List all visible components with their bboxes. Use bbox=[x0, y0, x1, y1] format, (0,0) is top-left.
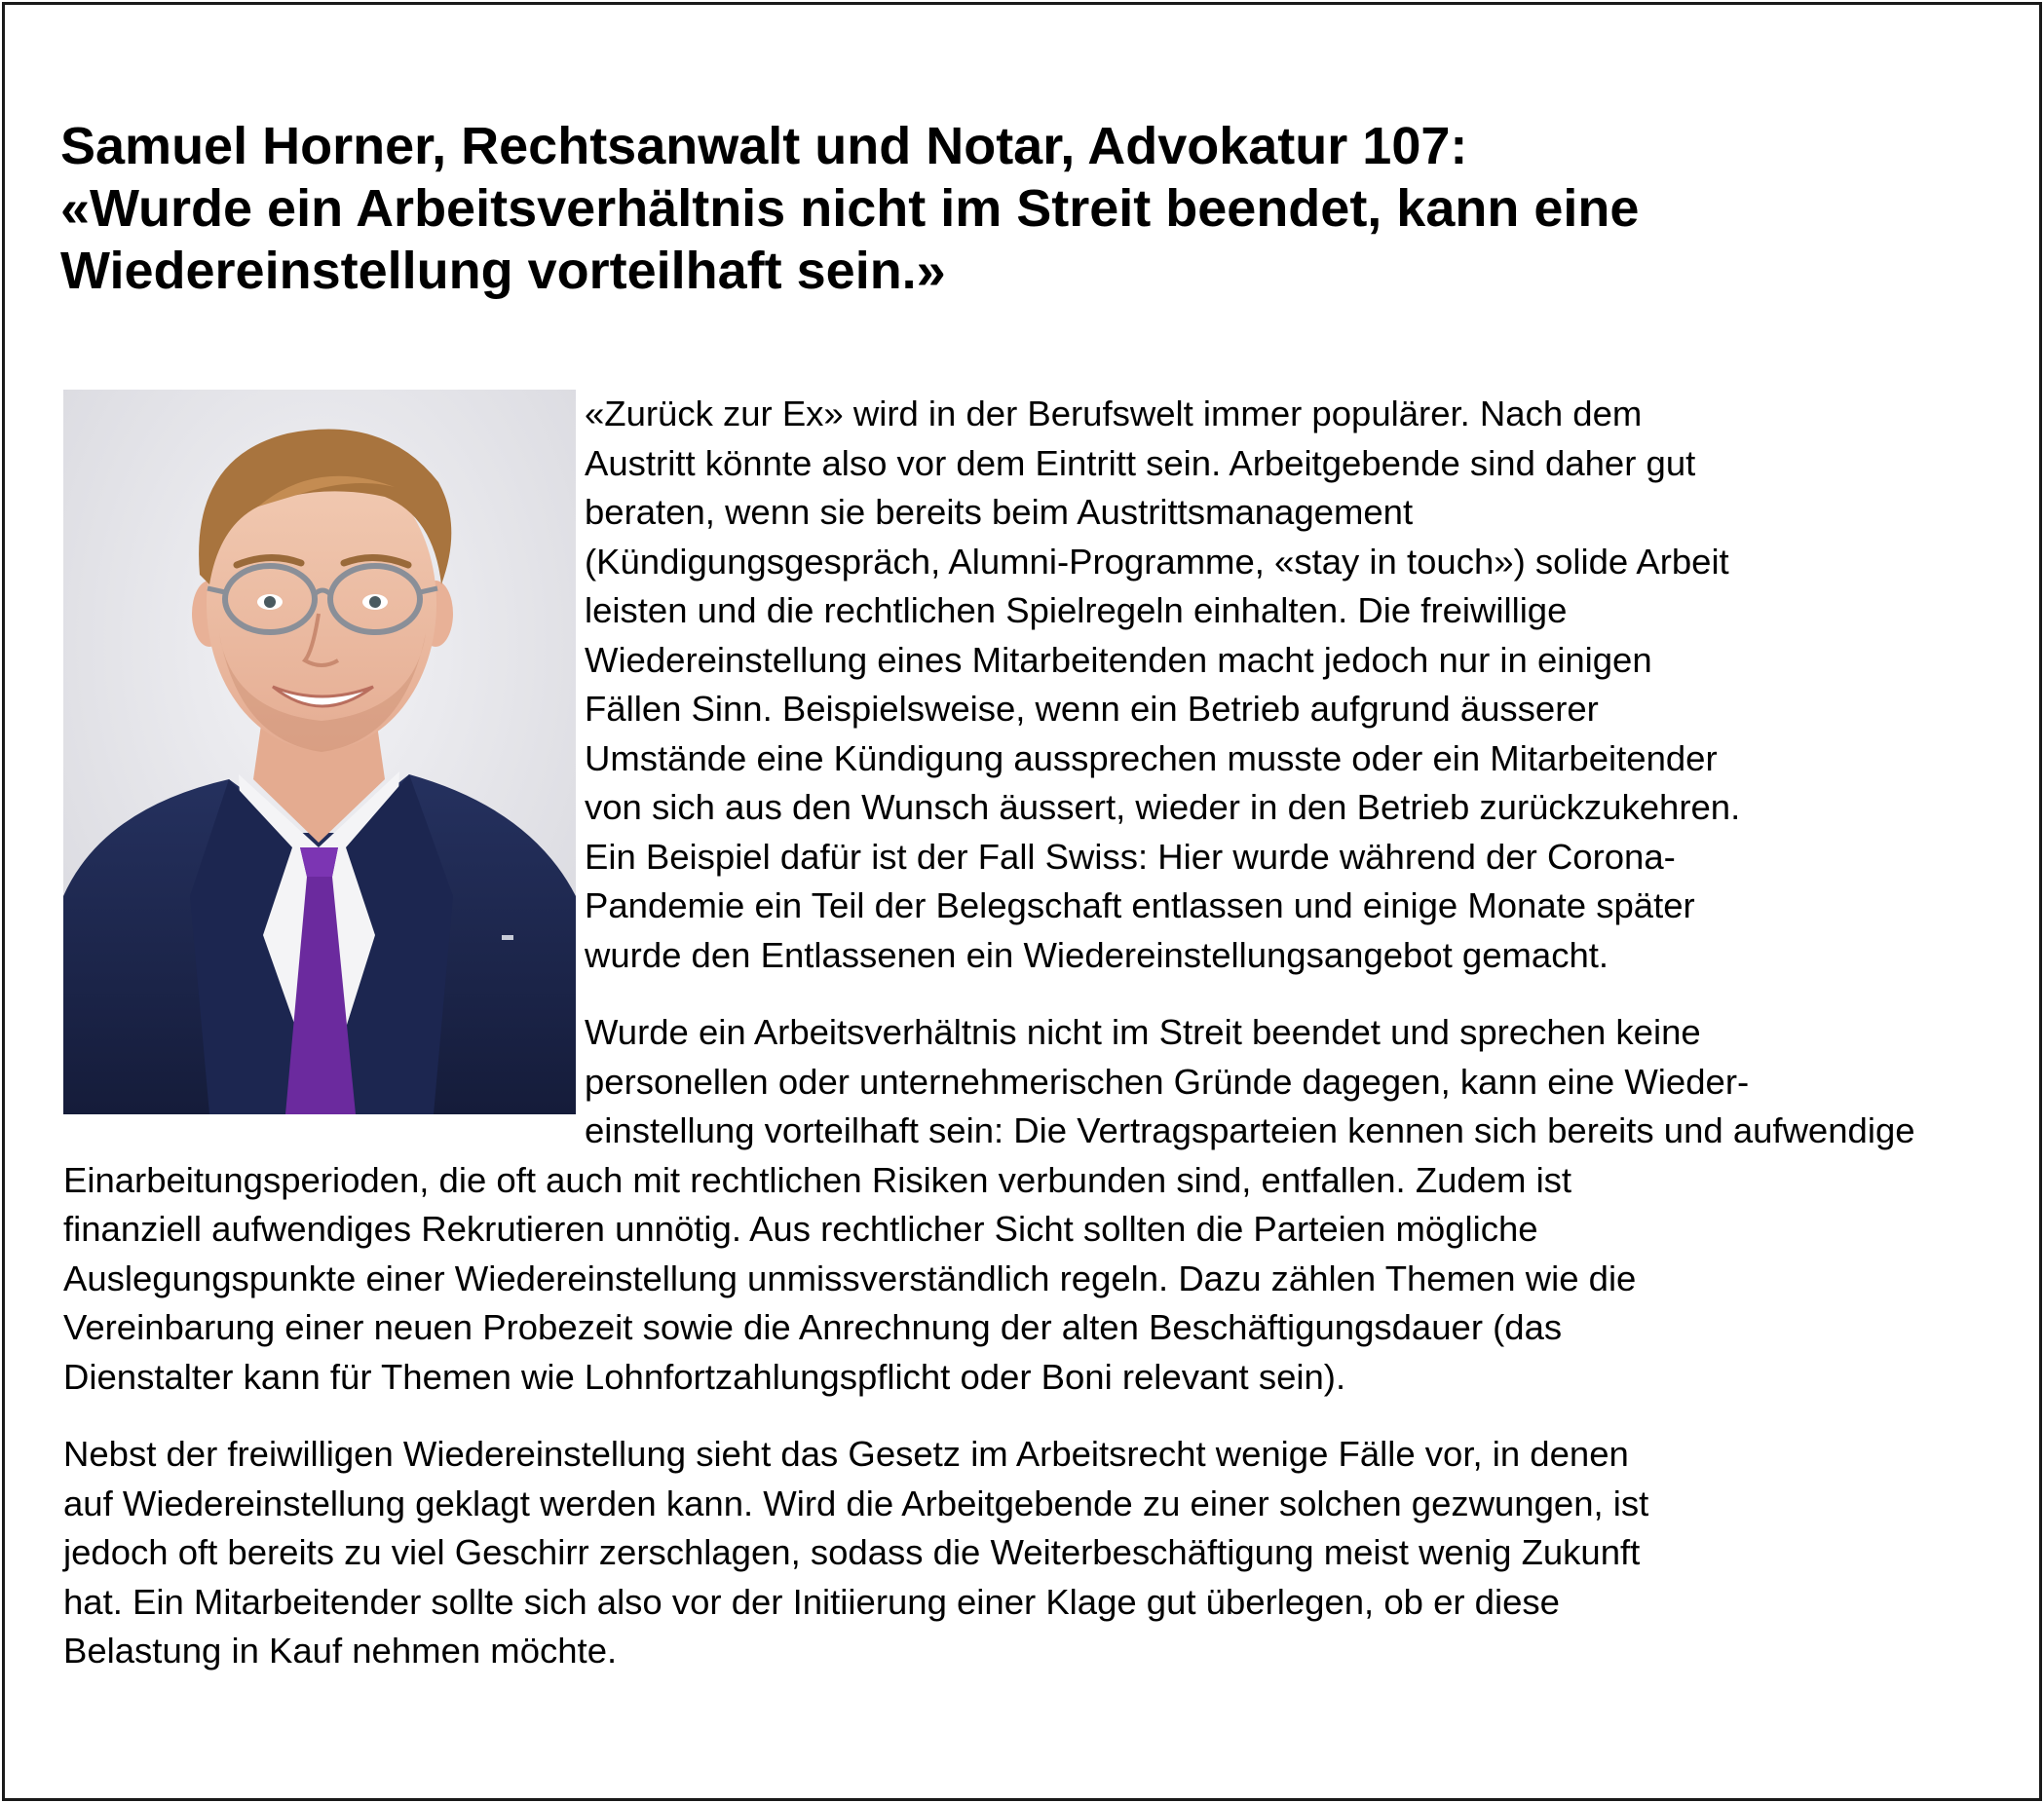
article-title bbox=[60, 115, 2009, 302]
text-line: (Kündigungsgespräch, Alumni-Programme, «stay in touch») solide Arbeit bbox=[585, 541, 1729, 582]
text-line: Belastung in Kauf nehmen möchte. bbox=[63, 1631, 618, 1671]
text-line: Ein Beispiel dafür ist der Fall Swiss: Hier wurde während der Corona- bbox=[585, 836, 1676, 877]
text-line: Dienstalter kann für Themen wie Lohnfortzahlungspflicht oder Boni relevant sein). bbox=[63, 1356, 1346, 1397]
text-line: Pandemie ein Teil der Belegschaft entlassen und einige Monate später bbox=[585, 885, 1695, 925]
text-line: Vereinbarung einer neuen Probezeit sowie die Anrechnung der alten Beschäftigungsdauer (das bbox=[63, 1307, 1563, 1347]
text-line: beraten, wenn sie bereits beim Austrittsmanagement bbox=[585, 492, 1414, 532]
text-line: von sich aus den Wunsch äussert, wieder in den Betrieb zurückzukehren. bbox=[585, 787, 1741, 827]
title-line: Wiedereinstellung vorteilhaft sein.» bbox=[60, 242, 946, 300]
text-line: Umstände eine Kündigung aussprechen musste oder ein Mitarbeitender bbox=[585, 737, 1718, 778]
title-line: «Wurde ein Arbeitsverhältnis nicht im Streit beendet, kann eine bbox=[60, 179, 1640, 238]
text-line: Austritt könnte also vor dem Eintritt sein. Arbeitgebende sind daher gut bbox=[585, 442, 1696, 483]
paragraph bbox=[63, 1430, 1992, 1676]
person-portrait-photo bbox=[63, 390, 576, 1114]
text-line: Nebst der freiwilligen Wiedereinstellung sieht das Gesetz im Arbeitsrecht wenige Fälle vor, in denen bbox=[63, 1434, 1629, 1474]
text-line: personellen oder unternehmerischen Gründe dagegen, kann eine Wieder- bbox=[585, 1061, 1750, 1102]
text-line: leisten und die rechtlichen Spielregeln einhalten. Die freiwillige bbox=[585, 590, 1568, 630]
text-line: Fällen Sinn. Beispielsweise, wenn ein Betrieb aufgrund äusserer bbox=[585, 689, 1599, 729]
text-line: Wurde ein Arbeitsverhältnis nicht im Streit beendet und sprechen keine bbox=[585, 1012, 1701, 1052]
text-line: «Zurück zur Ex» wird in der Berufswelt immer populärer. Nach dem bbox=[585, 394, 1643, 433]
text-line: finanziell aufwendiges Rekrutieren unnötig. Aus rechtlicher Sicht sollten die Parteien mögliche bbox=[63, 1209, 1538, 1249]
text-line: einstellung vorteilhaft sein: Die Vertragsparteien kennen sich bereits und aufwendige bbox=[585, 1110, 1915, 1150]
text-line: wurde den Entlassenen ein Wiedereinstellungsangebot gemacht. bbox=[585, 934, 1609, 975]
text-line: jedoch oft bereits zu viel Geschirr zerschlagen, sodass die Weiterbeschäftigung meist wenig Zukunft bbox=[63, 1532, 1641, 1572]
text-line: auf Wiedereinstellung geklagt werden kann. Wird die Arbeitgebende zu einer solchen gezwungen, ist bbox=[63, 1483, 1649, 1523]
text-line: hat. Ein Mitarbeitender sollte sich also vor der Initiierung einer Klage gut überlegen, ob er diese bbox=[63, 1581, 1560, 1622]
title-line: Samuel Horner, Rechtsanwalt und Notar, Advokatur 107: bbox=[60, 117, 1468, 175]
text-line: Wiedereinstellung eines Mitarbeitenden macht jedoch nur in einigen bbox=[585, 639, 1652, 680]
article-body bbox=[63, 390, 1992, 1676]
text-line: Einarbeitungsperioden, die oft auch mit rechtlichen Risiken verbunden sind, entfallen. Zudem ist bbox=[63, 1159, 1572, 1200]
text-line: Auslegungspunkte einer Wiedereinstellung unmissverständlich regeln. Dazu zählen Themen wie die bbox=[63, 1258, 1637, 1298]
